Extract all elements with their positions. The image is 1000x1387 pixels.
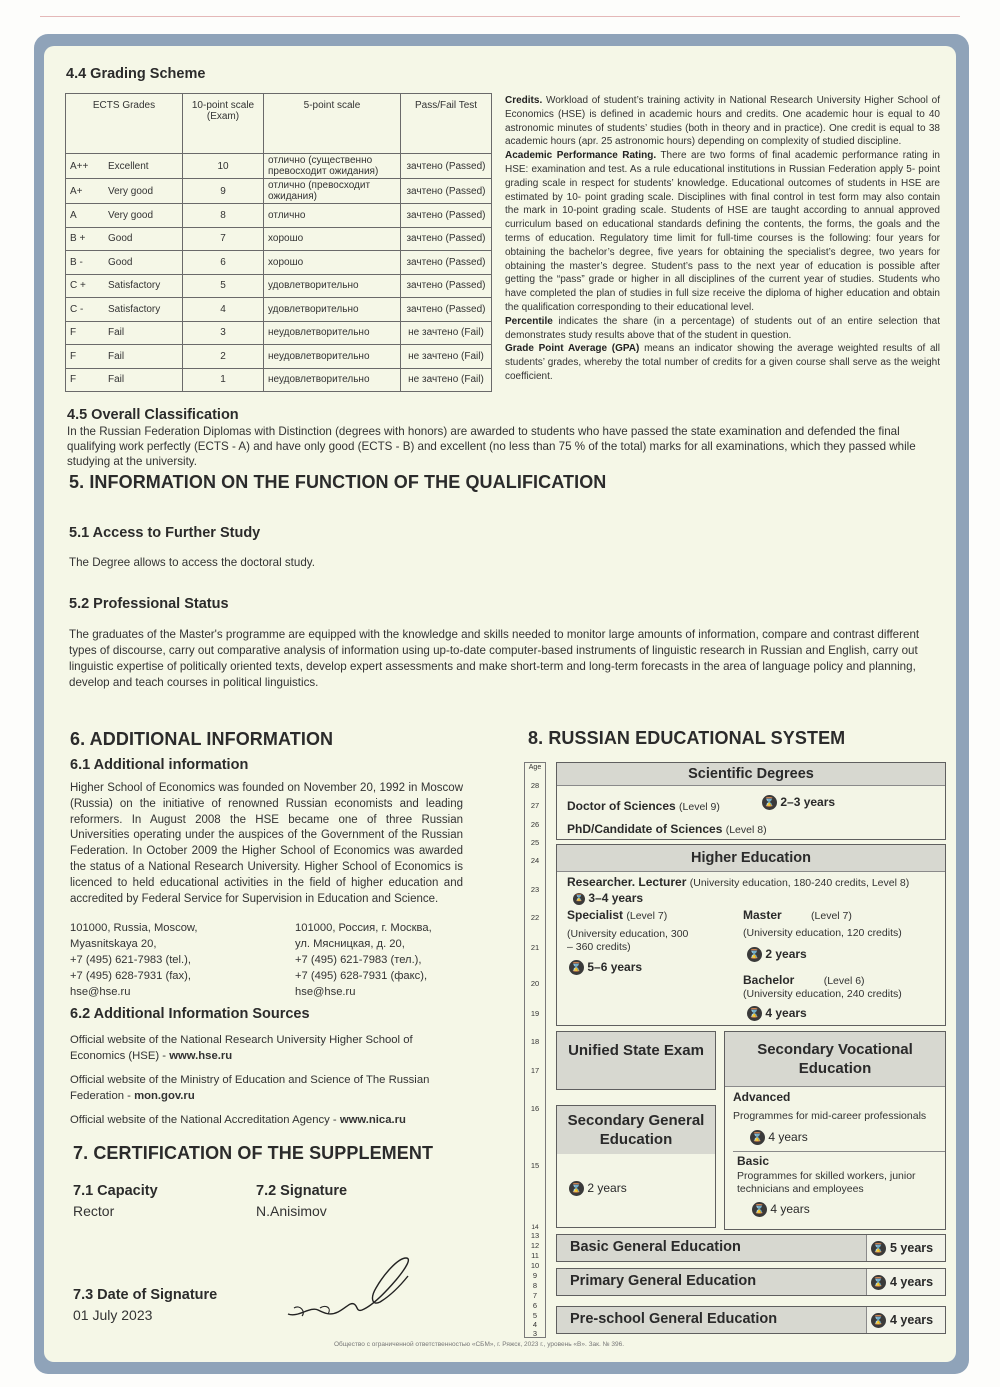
ten-point-cell: 1 [183, 368, 264, 392]
function-title: 5. INFORMATION ON THE FUNCTION OF THE QUALIFICATION [69, 472, 607, 492]
grading-table-row [66, 204, 492, 228]
credits-notes [505, 94, 940, 384]
percentile-label: Percentile [505, 315, 553, 327]
bachelor-duration [747, 1006, 807, 1021]
address-english [70, 920, 270, 1000]
credits-paragraph [505, 94, 940, 149]
ten-point-cell: 10 [183, 154, 264, 179]
master-note: (University education, 120 credits) [743, 927, 902, 939]
doctor-of-sciences [567, 799, 720, 813]
five-point-cell: удовлетворительно [264, 298, 401, 322]
age-tick: 24 [530, 856, 540, 865]
supplement-page [44, 46, 956, 1362]
address-en-line: Myasnitskaya 20, [70, 938, 157, 950]
bachelor-level: (Level 6) [823, 975, 865, 987]
age-tick: 23 [530, 885, 540, 894]
age-tick: 17 [530, 1066, 540, 1075]
grading-table-row [66, 274, 492, 298]
source-nica [70, 1112, 465, 1128]
age-label: Age [528, 764, 542, 771]
additional-info-text: Higher School of Economics was founded on November 20, 1992 in Moscow (Russia) on the initiative of renowned Russian economists and leading reformers. In August 2008 the HSE became one of three Russian Universities operating under the auspices of the Government of the Russian Federation. In October 2009 the Higher School of Economics was awarded the status of a National Research University. Higher School of Economics is licenced to held educational activities in the field of higher education and accredited by Federal Service for Supervision in Education and Science. [70, 782, 463, 905]
grading-table-body [66, 154, 492, 392]
source-link-hse[interactable]: www.hse.ru [169, 1050, 233, 1062]
address-en-line: +7 (495) 621-7983 (tel.), [70, 954, 191, 966]
basic-note: Programmes for skilled workers, junior technicians and employees [737, 1170, 916, 1195]
primary-general-bar [556, 1268, 946, 1296]
address-en-line: hse@hse.ru [70, 986, 131, 998]
grade-name-cell: Satisfactory [104, 274, 183, 298]
researcher-note: (University education, 180-240 credits, Level 8) [689, 877, 910, 889]
phd-candidate [567, 822, 767, 836]
hourglass-icon: ⌛ [747, 1006, 762, 1021]
secondary-general-title: Secondary General Education [557, 1106, 715, 1154]
age-tick: 8 [532, 1281, 538, 1290]
age-tick: 10 [530, 1261, 540, 1270]
address-russian [295, 920, 485, 1000]
grade-name-cell: Very good [104, 179, 183, 204]
hourglass-icon: ⌛ [762, 795, 777, 810]
top-edge-line [40, 6, 960, 17]
source-text: Official website of the National Research University Higher School of Economics (HSE) - [70, 1034, 413, 1062]
doctor-level: (Level 9) [679, 801, 720, 813]
grading-table-row [66, 227, 492, 251]
age-tick: 3 [532, 1329, 538, 1338]
percentile-paragraph [505, 315, 940, 343]
age-tick: 9 [532, 1271, 538, 1280]
specialist [567, 908, 667, 922]
grade-name-cell: Good [104, 251, 183, 275]
address-en-line: +7 (495) 628-7931 (fax), [70, 970, 191, 982]
pass-fail-cell: зачтено (Passed) [401, 227, 492, 251]
age-tick: 5 [532, 1311, 538, 1320]
secondary-vocational-box [724, 1031, 946, 1230]
overall-classification-text: In the Russian Federation Diplomas with Distinction (degrees with honors) are awarded to students who have passed the state examination and defended the final qualifying work perfectly (ECTS - A) and have only good (ECTS - B) and excellent (no less than 75 % of the total) marks for all examinations, which they passed while studying at the university. [67, 425, 916, 468]
preschool-general-years: 4 years [890, 1313, 934, 1327]
vocational-advanced [733, 1090, 790, 1104]
hourglass-icon: ⌛ [573, 893, 585, 905]
age-tick: 7 [532, 1291, 538, 1300]
grading-table-row [66, 368, 492, 392]
credits-text: Workload of student’s training activity in National Research University Higher School of Economics (HSE) is defined in academic hours and credits. One academic hour is equal to 40 astronomic minutes of students’ studies (both in theory and in practice). One credit is equal to 38 academic hours (apr. 25 astronomic hours) depending on complexity of studied discipline. [505, 95, 940, 148]
secondary-general-duration [569, 1181, 627, 1196]
date-title: 7.3 Date of Signature [73, 1287, 218, 1303]
grading-table-row [66, 179, 492, 204]
grade-name-cell: Fail [104, 345, 183, 369]
ten-point-cell: 4 [183, 298, 264, 322]
five-point-cell: отлично (превосходит ожидания) [264, 179, 401, 204]
address-en-line: 101000, Russia, Moscow, [70, 922, 198, 934]
advanced-label: Advanced [733, 1090, 791, 1104]
ten-point-cell: 6 [183, 251, 264, 275]
advanced-years: 4 years [768, 1130, 808, 1144]
ects-grade-cell: C - [66, 298, 105, 322]
age-tick: 27 [530, 801, 540, 810]
specialist-label: Specialist [567, 908, 624, 922]
printer-imprint: Общество с ограниченной ответственностью «СБМ», г. Ряжск, 2023 г., уровень «В». Зак. № 396. [334, 1341, 625, 1348]
researcher-label: Researcher. Lecturer [567, 875, 687, 889]
gpa-paragraph [505, 342, 940, 383]
address-ru-line: +7 (495) 621-7983 (тел.), [295, 954, 422, 966]
age-tick: 6 [532, 1301, 538, 1310]
grade-name-cell: Good [104, 227, 183, 251]
ects-grade-cell: B + [66, 227, 105, 251]
ects-grade-cell: F [66, 321, 105, 345]
handwritten-signature [280, 1246, 430, 1326]
address-ru-line: hse@hse.ru [295, 986, 356, 998]
master [743, 908, 852, 922]
bachelor [743, 973, 865, 987]
basic-label: Basic [737, 1154, 770, 1168]
advanced-duration [750, 1130, 808, 1145]
address-ru-line: 101000, Россия, г. Москва, [295, 922, 432, 934]
researcher-lecturer [567, 875, 947, 889]
age-tick: 20 [530, 979, 540, 988]
capacity-title: 7.1 Capacity [73, 1183, 158, 1199]
professional-status-text: The graduates of the Master's programme are equipped with the knowledge and skills needed to monitor large amounts of information, compare and contrast different types of discourse, carry out comparative analysis of information using up-to-date computer-based instruments of linguistic research in Russian and English, carry out linguistic expertise of politically oriented texts, develop expert assessments and make short-term and long-term forecasts in the area of language policy and planning, develop and teach courses in political linguistics. [69, 628, 920, 689]
basic-general-bar [556, 1234, 946, 1262]
source-link-nica[interactable]: www.nica.ru [339, 1114, 406, 1126]
bachelor-years: 4 years [765, 1006, 807, 1020]
secondary-vocational-title: Secondary Vocational Education [725, 1032, 945, 1087]
access-title: 5.1 Access to Further Study [69, 525, 261, 541]
grading-scheme-title: 4.4 Grading Scheme [66, 66, 206, 82]
researcher-duration [573, 891, 643, 905]
pass-fail-cell: не зачтено (Fail) [401, 321, 492, 345]
grading-table-header [66, 94, 492, 154]
ects-grade-cell: F [66, 345, 105, 369]
preschool-general-duration [866, 1307, 945, 1333]
basic-general-duration [866, 1235, 945, 1261]
ects-grade-cell: A+ [66, 179, 105, 204]
ten-point-cell: 2 [183, 345, 264, 369]
credits-label: Credits. [505, 95, 543, 106]
percentile-text: indicates the share (in a percentage) of students out of an entire selection that demonstrates study results above that of the student in question. [505, 315, 940, 341]
age-tick: 21 [530, 943, 540, 952]
pass-fail-cell: зачтено (Passed) [401, 274, 492, 298]
source-ministry [70, 1072, 465, 1104]
age-tick: 16 [530, 1104, 540, 1113]
age-column [524, 762, 546, 1338]
ten-point-cell: 9 [183, 179, 264, 204]
phd-level: (Level 8) [725, 824, 767, 836]
grade-name-cell: Satisfactory [104, 298, 183, 322]
basic-general-years: 5 years [890, 1241, 934, 1255]
preschool-general-title: Pre-school General Education [570, 1311, 778, 1327]
five-point-cell: удовлетворительно [264, 274, 401, 298]
ten-point-cell: 7 [183, 227, 264, 251]
secondary-general-box [556, 1105, 716, 1228]
master-label: Master [743, 908, 782, 922]
age-tick: 25 [530, 838, 540, 847]
hourglass-icon: ⌛ [569, 960, 584, 975]
unified-state-exam-title: Unified State Exam [568, 1042, 704, 1059]
ten-point-cell: 3 [183, 321, 264, 345]
pass-fail-cell: зачтено (Passed) [401, 154, 492, 179]
grade-name-cell: Fail [104, 321, 183, 345]
educational-system-title: 8. RUSSIAN EDUCATIONAL SYSTEM [528, 728, 846, 748]
five-point-cell: хорошо [264, 251, 401, 275]
pass-fail-cell: не зачтено (Fail) [401, 345, 492, 369]
age-tick: 26 [530, 820, 540, 829]
age-tick: 12 [530, 1241, 540, 1250]
date-value: 01 July 2023 [73, 1307, 153, 1323]
ects-grade-cell: C + [66, 274, 105, 298]
address-ru-line: +7 (495) 628-7931 (факс), [295, 970, 428, 982]
doctor-years: 2–3 years [780, 795, 836, 809]
grade-name-cell: Excellent [104, 154, 183, 179]
grading-table-row [66, 345, 492, 369]
access-text: The Degree allows to access the doctoral study. [69, 556, 315, 569]
overall-classification-title: 4.5 Overall Classification [67, 407, 239, 423]
master-level: (Level 7) [811, 910, 852, 922]
primary-general-title: Primary General Education [570, 1273, 757, 1289]
grading-table-row [66, 321, 492, 345]
scientific-degrees-box [556, 762, 946, 840]
vocational-divider [733, 1151, 945, 1152]
apr-text: There are two forms of final academic performance rating in HSE: examination and test. As a rule educational institutions in Russian Federation apply 5- point grading scale in respect for students’ knowledge. Educational outcomes of students in HSE are estimated by 10- point grading scale. Disciplines with final control in test form may also contain the mark in 10-point grading scale. Students of HSE are taught according to annual approved curriculum based on educational standards defining the contents, the forms, the goals and the terms of education. Regulatory time limit for full-time courses is the following: four years for obtaining the bachelor’s degree, five years for obtaining the specialist’s degree, two years for obtaining the master’s degree. Student’s pass to the next year of education is possible after getting the “pass” grade or higher in all disciplines of the current year of studies. Students who have completed the plan of studies in full size receive the diploma of higher education and obtain the qualification corresponding to their educational level. [505, 150, 940, 313]
basic-duration [752, 1202, 810, 1217]
grading-table-row [66, 154, 492, 179]
specialist-years: 5–6 years [587, 960, 643, 974]
apr-paragraph [505, 149, 940, 315]
signature-title: 7.2 Signature [256, 1183, 348, 1199]
additional-info-title: 6. ADDITIONAL INFORMATION [70, 729, 334, 749]
source-link-mon[interactable]: mon.gov.ru [134, 1090, 195, 1102]
apr-label: Academic Performance Rating. [505, 150, 657, 162]
address-ru-line: ул. Мясницкая, д. 20, [295, 938, 405, 950]
sources-title: 6.2 Additional Information Sources [70, 1006, 310, 1022]
age-tick: 18 [530, 1037, 540, 1046]
higher-education-box [556, 844, 946, 1026]
bachelor-label: Bachelor [743, 973, 795, 987]
age-tick: 14 [531, 1224, 539, 1231]
pass-fail-cell: зачтено (Passed) [401, 251, 492, 275]
hourglass-icon: ⌛ [752, 1202, 767, 1217]
bachelor-note: (University education, 240 credits) [743, 988, 902, 1000]
higher-education-title: Higher Education [557, 845, 945, 872]
ten-point-cell: 5 [183, 274, 264, 298]
doctor-duration [762, 795, 835, 810]
five-point-cell: неудовлетворительно [264, 321, 401, 345]
basic-general-title: Basic General Education [570, 1239, 741, 1255]
pass-fail-cell: зачтено (Passed) [401, 204, 492, 228]
hourglass-icon: ⌛ [871, 1275, 886, 1290]
secondary-general-years: 2 years [587, 1181, 627, 1195]
header-ects: ECTS Grades [66, 94, 183, 154]
pass-fail-cell: не зачтено (Fail) [401, 368, 492, 392]
source-text: Official website of the Ministry of Education and Science of The Russian Federation - [70, 1074, 430, 1102]
five-point-cell: неудовлетворительно [264, 345, 401, 369]
age-tick: 15 [530, 1161, 540, 1170]
five-point-cell: отлично (существенно превосходит ожидания) [264, 154, 401, 179]
hourglass-icon: ⌛ [747, 947, 762, 962]
source-text: Official website of the National Accreditation Agency - [70, 1114, 337, 1126]
primary-general-years: 4 years [890, 1275, 934, 1289]
primary-general-duration [866, 1269, 945, 1295]
gpa-label: Grade Point Average (GPA) [505, 343, 640, 355]
ects-grade-cell: A++ [66, 154, 105, 179]
scientific-degrees-title: Scientific Degrees [557, 763, 945, 786]
sources-list [70, 1032, 465, 1128]
hourglass-icon: ⌛ [569, 1181, 584, 1196]
header-five-point: 5-point scale [264, 94, 401, 154]
preschool-general-bar [556, 1306, 946, 1334]
ects-grade-cell: A [66, 204, 105, 228]
doctor-label: Doctor of Sciences [567, 799, 676, 813]
grade-name-cell: Very good [104, 204, 183, 228]
vocational-basic [737, 1154, 769, 1168]
age-tick: 11 [531, 1251, 539, 1260]
signature-value: N.Anisimov [256, 1203, 327, 1219]
grading-table [65, 93, 492, 392]
five-point-cell: хорошо [264, 227, 401, 251]
capacity-value: Rector [73, 1203, 115, 1219]
age-tick: 19 [530, 1009, 540, 1018]
header-pass-fail: Pass/Fail Test [401, 94, 492, 154]
ects-grade-cell: F [66, 368, 105, 392]
certification-title: 7. CERTIFICATION OF THE SUPPLEMENT [73, 1143, 434, 1163]
pass-fail-cell: зачтено (Passed) [401, 298, 492, 322]
master-years: 2 years [765, 947, 807, 961]
pass-fail-cell: зачтено (Passed) [401, 179, 492, 204]
source-hse [70, 1032, 465, 1064]
unified-state-exam-box [556, 1031, 716, 1090]
hourglass-icon: ⌛ [871, 1313, 886, 1328]
grade-name-cell: Fail [104, 368, 183, 392]
age-tick: 22 [530, 913, 540, 922]
five-point-cell: неудовлетворительно [264, 368, 401, 392]
advanced-note: Programmes for mid-career professionals [733, 1110, 927, 1122]
ten-point-cell: 8 [183, 204, 264, 228]
age-tick: 13 [530, 1231, 540, 1240]
master-duration [747, 947, 807, 962]
phd-label: PhD/Candidate of Sciences [567, 822, 723, 836]
specialist-note: (University education, 300 – 360 credits) [567, 928, 689, 953]
additional-info-subtitle: 6.1 Additional information [70, 757, 249, 773]
specialist-duration [569, 960, 642, 975]
specialist-level: (Level 7) [626, 910, 668, 922]
age-tick: 28 [530, 781, 540, 790]
grading-table-row [66, 298, 492, 322]
hourglass-icon: ⌛ [750, 1130, 765, 1145]
professional-status-title: 5.2 Professional Status [69, 596, 229, 612]
age-tick: 4 [532, 1320, 538, 1329]
basic-years: 4 years [770, 1202, 810, 1216]
header-ten-point: 10-point scale (Exam) [183, 94, 264, 154]
ects-grade-cell: B - [66, 251, 105, 275]
researcher-years: 3–4 years [588, 891, 644, 905]
gpa-text: means an indicator showing the average weighted results of all students’ grades, whereby the total number of credits for a given course shall serve as the weight coefficient. [505, 343, 941, 382]
grading-table-row [66, 251, 492, 275]
five-point-cell: отлично [264, 204, 401, 228]
hourglass-icon: ⌛ [871, 1241, 886, 1256]
